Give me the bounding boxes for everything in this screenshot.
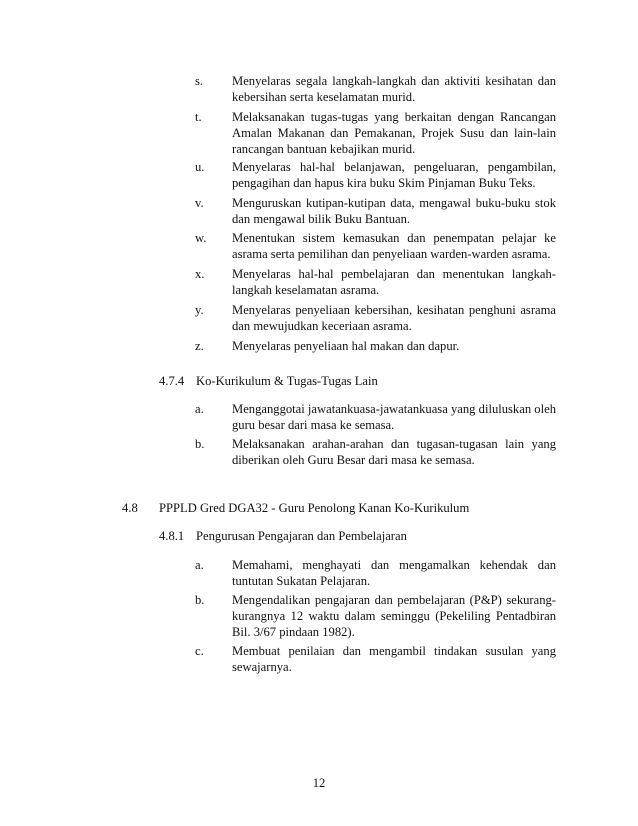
item-text — [232, 73, 556, 105]
item-line: pengagihan dan hapus kira buku Skim Pinjaman Buku Teks. — [232, 176, 536, 190]
item-line: diberikan oleh Guru Besar dari masa ke semasa. — [232, 453, 475, 467]
item-line: dan mengawal bilik Buku Bantuan. — [232, 212, 411, 226]
item-line: asrama serta pemilihan dan penyeliaan warden-warden asrama. — [232, 247, 551, 261]
item-text — [232, 109, 556, 157]
subsection-title: Ko-Kurikulum & Tugas-Tugas Lain — [196, 374, 378, 388]
item-text — [232, 159, 556, 191]
item-line: Membuat penilaian dan mengambil tindakan susulan yang — [232, 644, 556, 658]
item-line: langkah keselamatan asrama. — [232, 283, 380, 297]
item-text — [232, 266, 556, 298]
item-line: Melaksanakan tugas-tugas yang berkaitan dengan Rancangan — [232, 110, 556, 124]
item-line: Menyelaras hal-hal pembelajaran dan menentukan langkah- — [232, 267, 556, 281]
item-line: kurangnya 12 waktu dalam seminggu (Pekeliling Pentadbiran — [232, 609, 556, 623]
item-text — [232, 195, 556, 227]
item-text — [232, 436, 556, 468]
item-text — [232, 592, 556, 640]
section-title: PPPLD Gred DGA32 - Guru Penolong Kanan Ko-Kurikulum — [159, 501, 470, 515]
item-marker: x. — [195, 267, 205, 281]
item-line: Menganggotai jawatankuasa-jawatankuasa yang diluluskan oleh — [232, 402, 556, 416]
item-marker: v. — [195, 196, 204, 210]
item-line: Mengendalikan pengajaran dan pembelajaran (P&P) sekurang- — [232, 593, 556, 607]
item-text — [232, 643, 556, 675]
item-marker: c. — [195, 644, 204, 658]
item-line: guru besar dari masa ke semasa. — [232, 418, 395, 432]
item-text — [232, 302, 556, 334]
subsection-title: Pengurusan Pengajaran dan Pembelajaran — [196, 529, 407, 543]
item-line: Menyelaras penyeliaan hal makan dan dapur. — [232, 339, 460, 353]
item-marker: w. — [195, 231, 207, 245]
item-line: Menyelaras hal-hal belanjawan, pengeluaran, pengambilan, — [232, 160, 556, 174]
section-number: 4.8 — [122, 501, 138, 515]
item-text — [232, 338, 556, 354]
item-marker: s. — [195, 74, 204, 88]
item-marker: t. — [195, 110, 202, 124]
item-line: Memahami, menghayati dan mengamalkan kehendak dan — [232, 558, 556, 572]
item-text — [232, 401, 556, 433]
item-text — [232, 557, 556, 589]
item-line: Menentukan sistem kemasukan dan penempatan pelajar ke — [232, 231, 556, 245]
item-marker: a. — [195, 402, 204, 416]
item-line: dan mewujudkan keceriaan asrama. — [232, 319, 412, 333]
item-line: Bil. 3/67 pindaan 1982). — [232, 625, 355, 639]
item-marker: u. — [195, 160, 205, 174]
item-marker: b. — [195, 437, 205, 451]
subsection-number: 4.7.4 — [159, 374, 185, 388]
item-marker: a. — [195, 558, 204, 572]
page-number: 12 — [312, 776, 326, 790]
item-line: Menguruskan kutipan-kutipan data, mengawal buku-buku stok — [232, 196, 556, 210]
item-line: Menyelaras segala langkah-langkah dan aktiviti kesihatan dan — [232, 74, 556, 88]
item-line: Amalan Makanan dan Pemakanan, Projek Susu dan lain-lain — [232, 126, 556, 140]
item-line: tuntutan Sukatan Pelajaran. — [232, 574, 371, 588]
item-line: rancangan bantuan kebajikan murid. — [232, 142, 416, 156]
subsection-number: 4.8.1 — [159, 529, 185, 543]
item-marker: y. — [195, 303, 204, 317]
item-line: Melaksanakan arahan-arahan dan tugasan-tugasan lain yang — [232, 437, 556, 451]
item-line: Menyelaras penyeliaan kebersihan, kesihatan penghuni asrama — [232, 303, 556, 317]
item-marker: z. — [195, 339, 204, 353]
item-line: kebersihan serta keselamatan murid. — [232, 90, 416, 104]
item-marker: b. — [195, 593, 205, 607]
item-text — [232, 230, 556, 262]
item-line: sewajarnya. — [232, 660, 292, 674]
